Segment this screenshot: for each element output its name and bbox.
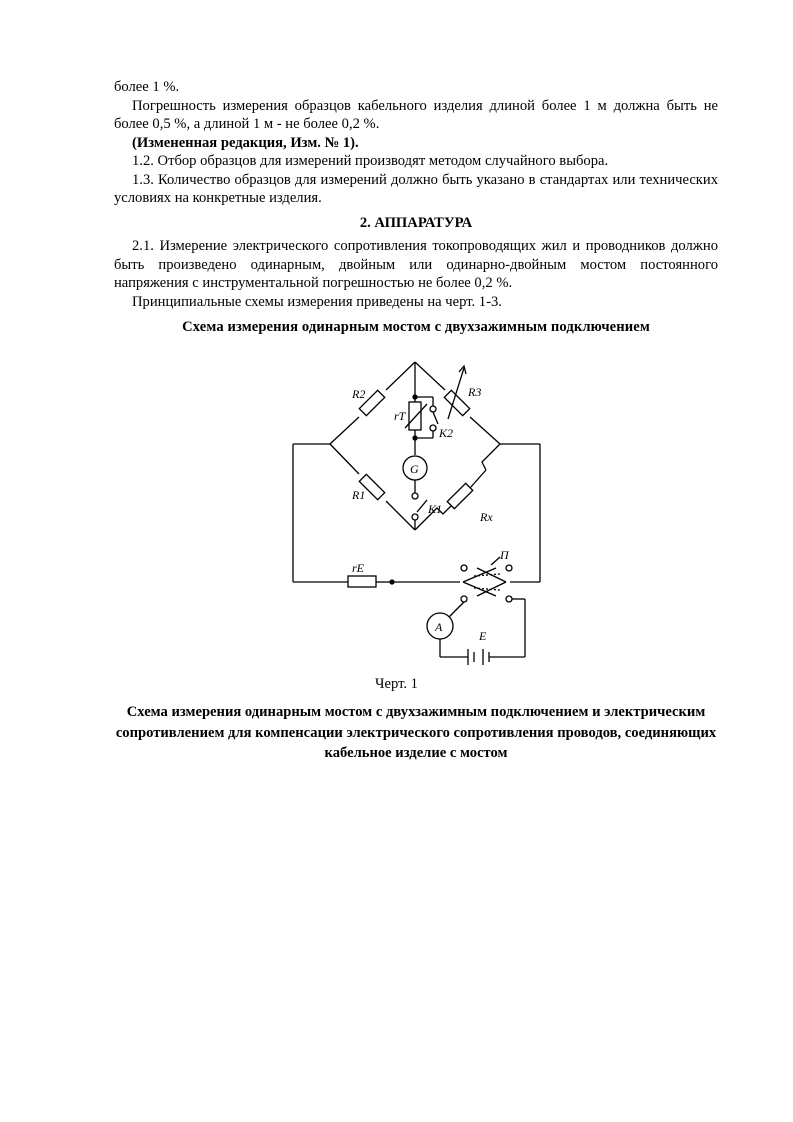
paragraph-schemes-ref: Принципиальные схемы измерения приведены на черт. 1-3. (132, 293, 502, 310)
r3-variable-arrow (448, 368, 464, 419)
label-g: G (410, 462, 419, 476)
paragraph-2-1: 2.1. Измерение электрического сопротивления токопроводящих жил и проводников должно быть произведено одинарным, двойным или одинарно-двойным мостом постоянного напряжения с инструментальной погрешностью не более 0,2 %. (114, 238, 718, 291)
label-re: rE (352, 561, 364, 575)
scheme-2-title: Схема измерения одинарным мостом с двухзажимным подключением и электрическим сопротивлением для компенсации электрического сопротивления проводов, соединяющих кабельное изделие с мостом (115, 704, 717, 761)
figure-caption: Черт. 1 (375, 676, 418, 692)
label-p: П (500, 548, 509, 562)
re-resistor (348, 576, 376, 587)
paragraph-continuation: более 1 %. (114, 79, 180, 95)
paragraph-1-3: 1.3. Количество образцов для измерений должно быть указано в стандартах или технических условиях на конкретные изделия. (114, 171, 718, 206)
circuit-svg (288, 362, 548, 667)
label-e: E (479, 629, 487, 643)
k1-switch (417, 500, 427, 512)
label-rx: Rx (480, 510, 493, 524)
label-r2: R2 (352, 387, 366, 401)
label-rt: rT (394, 409, 406, 423)
section-title: 2. АППАРАТУРА (359, 214, 473, 231)
label-r1: R1 (352, 488, 366, 502)
label-r3: R3 (468, 385, 482, 399)
k2-switch (433, 412, 438, 424)
paragraph-amendment: (Измененная редакция, Изм. № 1). (132, 134, 359, 151)
bridge-arm-r1 (330, 444, 415, 530)
paragraph-1-2: 1.2. Отбор образцов для измерений производят методом случайного выбора. (132, 153, 609, 169)
scheme-1-title: Схема измерения одинарным мостом с двухзажимным подключением (182, 319, 650, 335)
bridge-arm-r3 (415, 362, 500, 444)
polarity-switch (461, 557, 512, 602)
label-a: A (435, 620, 443, 634)
paragraph-accuracy: Погрешность измерения образцов кабельного изделия длиной более 1 м должна быть не более 0,5 %, а длиной 1 м - не более 0,2 %. (114, 97, 718, 132)
rt-resistor (409, 402, 421, 430)
label-k1: K1 (428, 502, 443, 516)
bridge-arm-r2 (330, 362, 415, 444)
bridge-circuit-diagram (288, 362, 548, 667)
document-body (114, 78, 718, 337)
label-k2: K2 (439, 426, 454, 440)
